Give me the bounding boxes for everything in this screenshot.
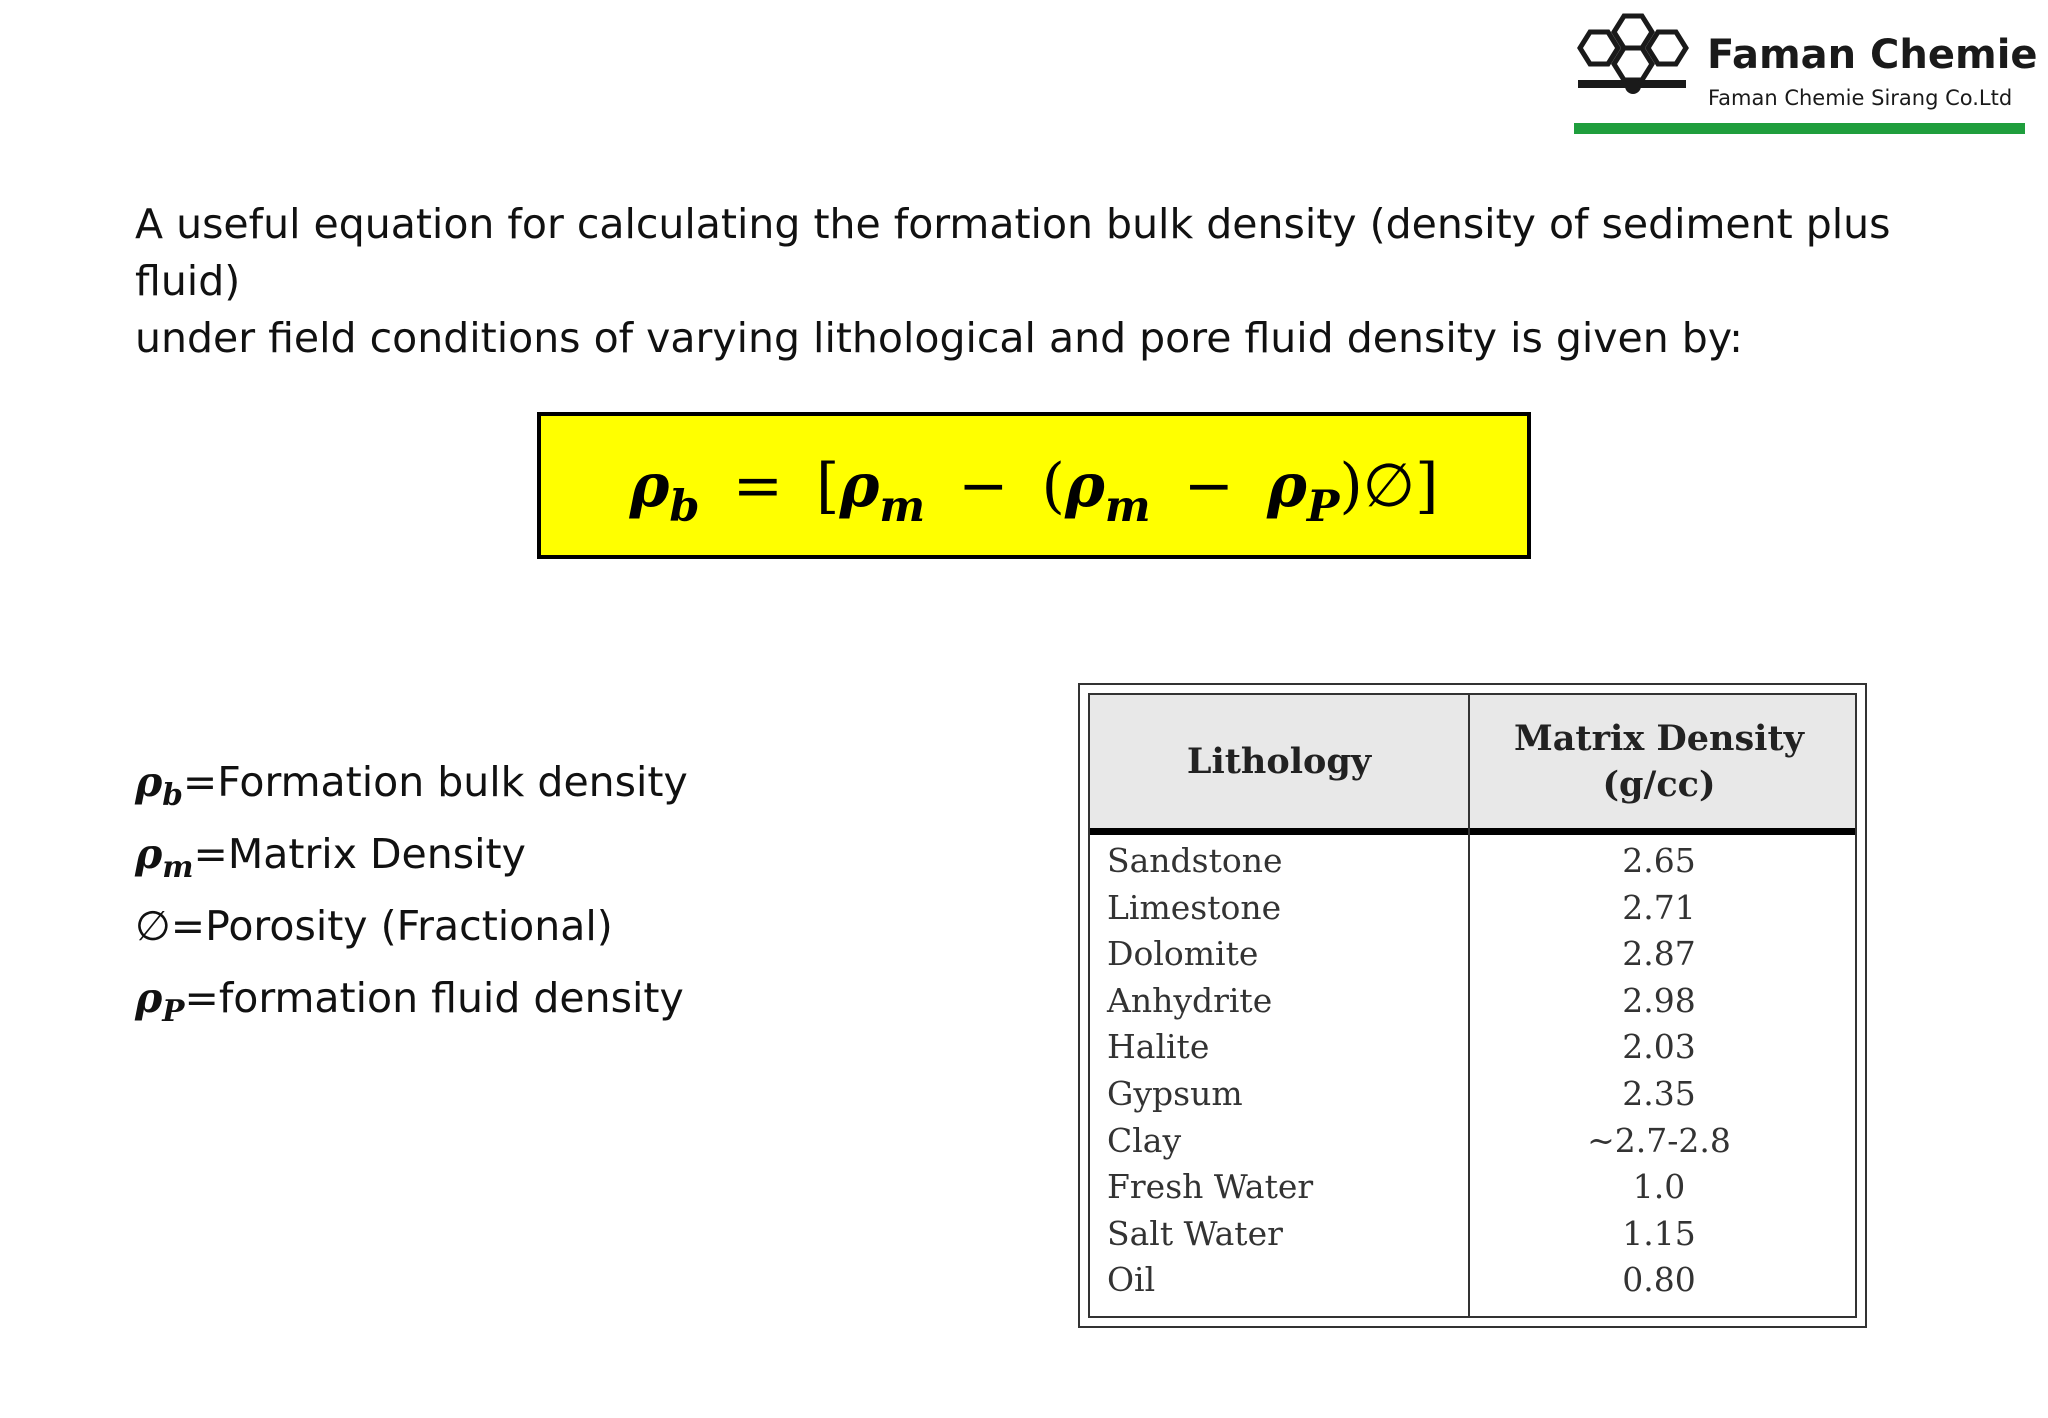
lithology-cell: Dolomite xyxy=(1107,934,1259,974)
legend-symbol: ∅ xyxy=(135,902,171,950)
close-bracket: ] xyxy=(1415,450,1439,521)
rho-symbol: ρ xyxy=(839,450,880,521)
open-bracket: [ xyxy=(816,450,840,521)
matrix-density-table xyxy=(1078,683,1867,1328)
density-cell: 2.35 xyxy=(1622,1073,1696,1113)
table-row xyxy=(1090,1164,1855,1211)
variable-legend xyxy=(135,752,688,1040)
legend-text: =formation fluid density xyxy=(184,974,684,1022)
legend-item xyxy=(135,968,688,1040)
bulk-density-equation xyxy=(629,450,1439,532)
header-density-unit: (g/cc) xyxy=(1602,763,1716,805)
lithology-cell: Fresh Water xyxy=(1107,1167,1314,1207)
brand-accent-bar xyxy=(1574,123,2025,134)
company-name: Faman Chemie xyxy=(1707,32,2038,78)
legend-item xyxy=(135,896,688,968)
density-cell: 1.0 xyxy=(1632,1167,1686,1207)
minus-sign: − xyxy=(958,450,1009,521)
table-row xyxy=(1090,838,1855,885)
subscript: m xyxy=(1104,480,1151,532)
density-cell: 2.87 xyxy=(1622,934,1696,974)
lithology-cell: Sandstone xyxy=(1107,841,1283,880)
rho-symbol: ρ xyxy=(1266,450,1307,521)
company-logo xyxy=(1572,12,2038,137)
equation-box xyxy=(537,412,1531,559)
legend-text: =Matrix Density xyxy=(193,830,526,878)
lithology-cell: Clay xyxy=(1107,1120,1182,1160)
legend-symbol: ρ xyxy=(135,830,163,878)
density-cell: 2.98 xyxy=(1622,980,1696,1020)
close-paren: ) xyxy=(1339,450,1363,521)
legend-symbol: ρ xyxy=(135,974,163,1022)
density-cell: 2.65 xyxy=(1622,841,1696,880)
rho-symbol: ρ xyxy=(629,450,670,521)
density-cell: ~2.7-2.8 xyxy=(1587,1120,1731,1160)
company-subtitle: Faman Chemie Sirang Co.Ltd xyxy=(1708,86,2013,110)
legend-item xyxy=(135,752,688,824)
header-lithology: Lithology xyxy=(1186,740,1372,782)
table-row xyxy=(1090,1071,1855,1118)
table-row xyxy=(1090,931,1855,978)
density-cell: 0.80 xyxy=(1622,1260,1696,1300)
lithology-cell: Oil xyxy=(1107,1260,1156,1300)
lithology-cell: Anhydrite xyxy=(1107,980,1273,1020)
subscript: m xyxy=(879,480,926,532)
legend-subscript: P xyxy=(162,992,185,1028)
hexagon-molecule-icon xyxy=(1572,12,1692,107)
legend-text: =Formation bulk density xyxy=(182,758,688,806)
intro-line-1: A useful equation for calculating the formation bulk density (density of sediment plus fluid) xyxy=(135,200,1891,305)
table-inner-frame xyxy=(1088,693,1857,1318)
density-cell: 2.03 xyxy=(1622,1027,1696,1067)
porosity-symbol: ∅ xyxy=(1362,450,1416,521)
intro-paragraph xyxy=(135,196,1935,367)
table-row xyxy=(1090,1257,1855,1304)
lithology-cell: Salt Water xyxy=(1107,1213,1283,1253)
table-body xyxy=(1090,838,1855,1304)
equals-sign: = xyxy=(732,450,783,521)
intro-line-2: under field conditions of varying lithological and pore fluid density is given by: xyxy=(135,314,1743,362)
table-row xyxy=(1090,885,1855,932)
open-paren: ( xyxy=(1041,450,1065,521)
lithology-cell: Halite xyxy=(1107,1027,1210,1067)
density-cell: 2.71 xyxy=(1622,887,1696,927)
lithology-cell: Limestone xyxy=(1107,887,1282,927)
legend-subscript: m xyxy=(162,848,194,884)
table-row xyxy=(1090,1024,1855,1071)
legend-item xyxy=(135,824,688,896)
subscript: P xyxy=(1306,480,1340,532)
minus-sign: − xyxy=(1183,450,1234,521)
density-cell: 1.15 xyxy=(1622,1213,1696,1253)
legend-subscript: b xyxy=(162,776,183,812)
table-row xyxy=(1090,1211,1855,1258)
table-row xyxy=(1090,1118,1855,1165)
legend-text: =Porosity (Fractional) xyxy=(170,902,613,950)
legend-symbol: ρ xyxy=(135,758,163,806)
header-matrix-density xyxy=(1470,695,1848,828)
table-row xyxy=(1090,978,1855,1025)
subscript: b xyxy=(669,480,700,532)
rho-symbol: ρ xyxy=(1064,450,1105,521)
lithology-cell: Gypsum xyxy=(1107,1073,1243,1113)
header-density-title: Matrix Density xyxy=(1514,717,1804,759)
